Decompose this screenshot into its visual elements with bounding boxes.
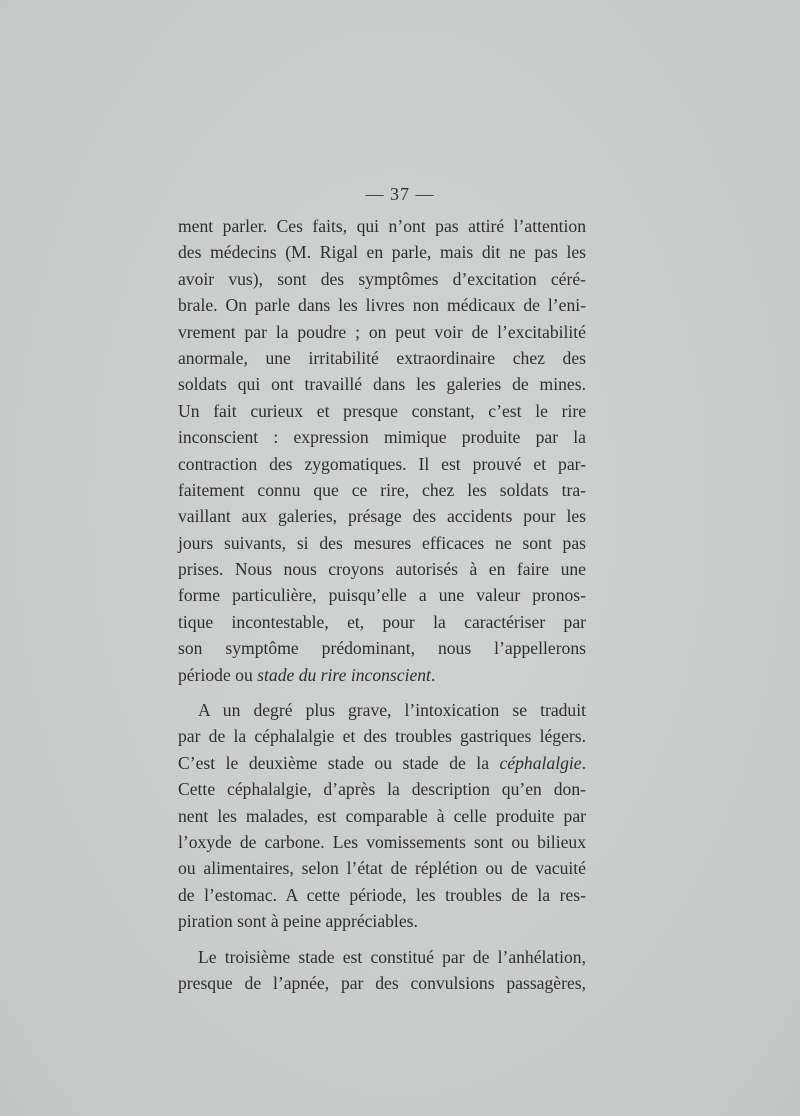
text-line: tique incontestable, et, pour la caractériser par [178, 611, 586, 632]
text-line: Le troisième stade est constitué par de l’anhélation, [198, 946, 586, 967]
text-line: faitement connu que ce rire, chez les soldats tra- [178, 479, 586, 500]
text-line: brale. On parle dans les livres non médicaux de l’eni- [178, 295, 586, 316]
italic-term: stade du rire inconscient [257, 664, 431, 685]
text-line: forme particulière, puisqu’elle a une valeur pronos- [178, 585, 586, 606]
text-line: A un degré plus grave, l’intoxication se traduit [198, 700, 586, 721]
text-line: presque de l’apnée, par des convulsions passagères, [178, 972, 586, 993]
paragraph-3 [178, 944, 586, 997]
paragraph-2 [178, 697, 586, 935]
text-line: vrement par la poudre ; on peut voir de l’excitabilité [178, 321, 586, 342]
text-line [178, 750, 586, 776]
text-line: ment parler. Ces faits, qui n’ont pas attiré l’attention [178, 216, 586, 236]
text-segment: période ou [178, 664, 258, 685]
text-segment: . [430, 664, 436, 685]
text-line [178, 662, 586, 688]
text-segment: . [581, 752, 586, 773]
text-line: jours suivants, si des mesures efficaces ne sont pas [178, 532, 586, 553]
page-number: — 37 — [365, 184, 435, 204]
text-line: soldats qui ont travaillé dans les galeries de mines. [178, 374, 586, 395]
body-text [178, 213, 586, 996]
text-line: piration sont à peine appréciables. [178, 911, 418, 932]
text-line: de l’estomac. A cette période, les troubles de la res- [178, 884, 586, 905]
text-line: l’oxyde de carbone. Les vomissements sont ou bilieux [178, 831, 586, 852]
text-line: prises. Nous nous croyons autorisés à en faire une [178, 559, 586, 580]
text-line: avoir vus), sont des symptômes d’excitation céré- [178, 268, 586, 289]
text-line: ou alimentaires, selon l’état de réplétion ou de vacuité [178, 858, 586, 879]
text-line: vaillant aux galeries, présage des accidents pour les [178, 506, 586, 527]
text-line: Cette céphalalgie, d’après la description qu’en don- [178, 779, 586, 800]
text-line: Un fait curieux et presque constant, c’est le rire [178, 400, 586, 421]
text-line: contraction des zygomatiques. Il est prouvé et par- [178, 453, 586, 474]
text-line: des médecins (M. Rigal en parle, mais dit ne pas les [178, 242, 586, 263]
text-line: son symptôme prédominant, nous l’appellerons [178, 638, 586, 659]
text-line: nent les malades, est comparable à celle produite par [178, 805, 586, 826]
text-line: par de la céphalalgie et des troubles gastriques légers. [178, 726, 586, 747]
paragraph-1 [178, 213, 586, 688]
text-line: anormale, une irritabilité extraordinaire chez des [178, 347, 586, 368]
text-segment: C’est le deuxième stade ou stade de la [178, 752, 500, 773]
italic-term: céphalalgie [499, 752, 582, 773]
text-line: inconscient : expression mimique produite par la [178, 427, 586, 448]
